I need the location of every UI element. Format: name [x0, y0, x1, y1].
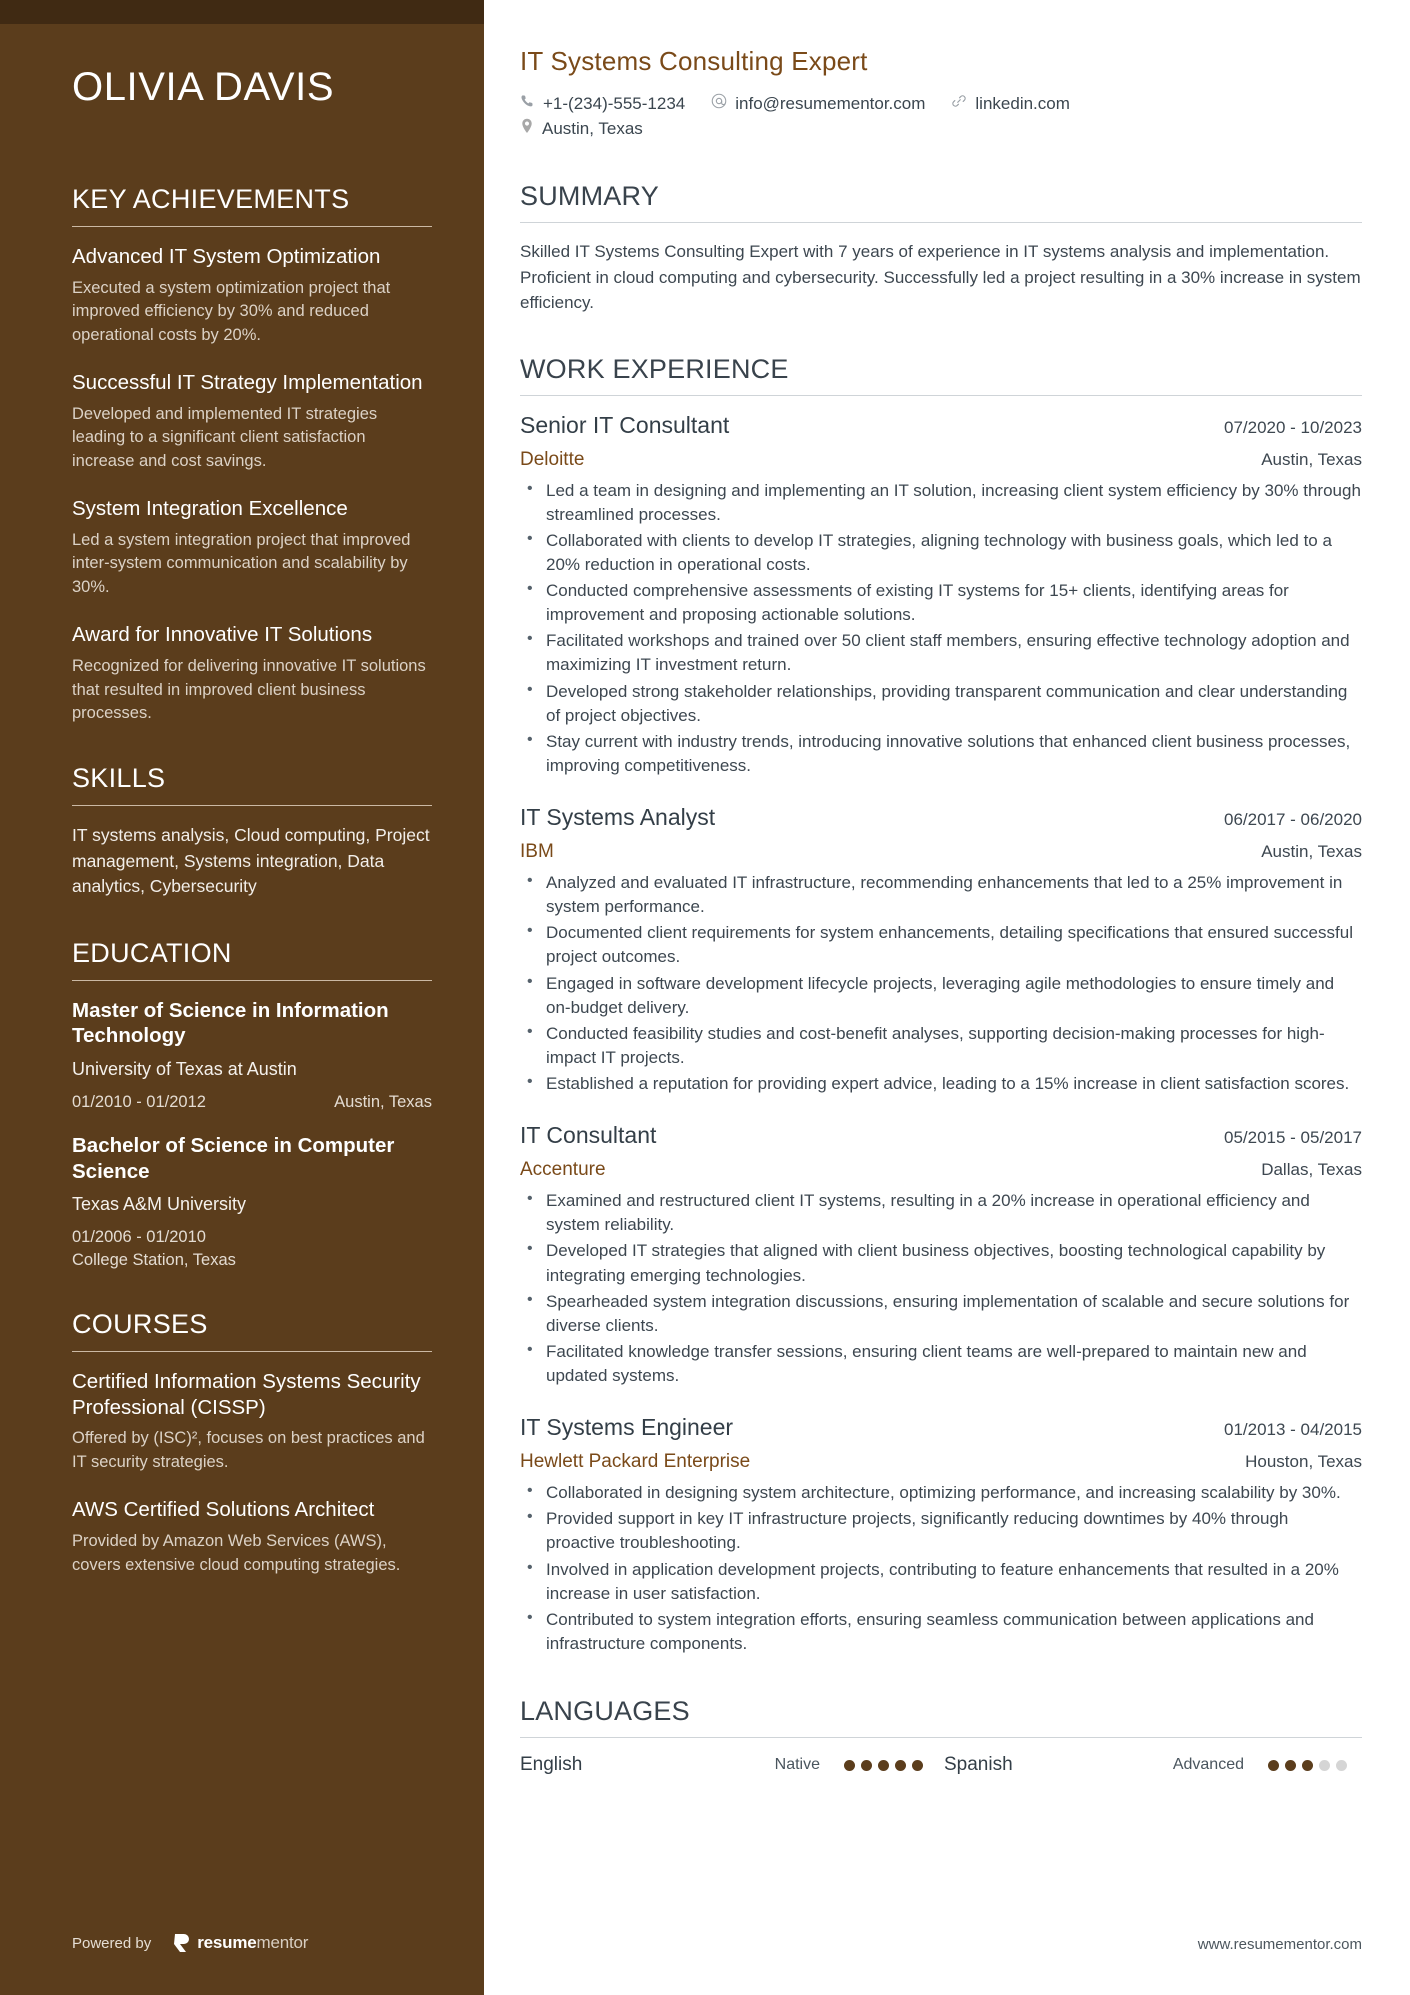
powered-by-label: Powered by [72, 1934, 152, 1952]
experience-company: IBM [520, 841, 554, 862]
section-summary [520, 181, 1362, 316]
section-courses [72, 1309, 432, 1577]
education-item [72, 1133, 432, 1271]
achievement-title: System Integration Excellence [72, 497, 348, 521]
contact-link[interactable] [951, 93, 1070, 114]
education-location: Austin, Texas [334, 1092, 432, 1111]
main-footer [520, 1936, 1362, 1995]
divider [72, 226, 432, 227]
bullet-item: • Spearheaded system integration discussions, ensuring implementation of scalable and secure solutions for diverse clients. [520, 1290, 1362, 1338]
language-rating-dots [844, 1760, 928, 1771]
contact-location-value: Austin, Texas [542, 118, 643, 138]
bullet-item: • Examined and restructured client IT systems, resulting in a 20% increase in operational efficiency and system reliability. [520, 1189, 1362, 1237]
experience-header [520, 1414, 1362, 1441]
contact-email[interactable] [711, 93, 925, 114]
language-level: Native [774, 1756, 820, 1773]
experience-item [520, 1122, 1362, 1388]
experience-bullets [520, 1189, 1362, 1388]
contact-phone-value: +1-(234)-555-1234 [543, 93, 686, 113]
summary-text: Skilled IT Systems Consulting Expert with 7 years of experience in IT systems analysis and implementation. Proficient in cloud computing and cybersecurity. Successfully led a project resulting in a 30% increase in system efficiency. [520, 242, 1361, 312]
bullet-item: • Established a reputation for providing expert advice, leading to a 15% increase in client satisfaction scores. [520, 1072, 1362, 1096]
experience-company: Hewlett Packard Enterprise [520, 1451, 751, 1473]
divider [520, 395, 1362, 396]
experience-role: IT Systems Analyst [520, 804, 716, 830]
experience-company: Deloitte [520, 448, 585, 470]
experience-location: Houston, Texas [1245, 1452, 1362, 1472]
course-title: Certified Information Systems Security Professional (CISSP) [72, 1369, 421, 1419]
experience-item [520, 1414, 1362, 1656]
experience-bullets [520, 479, 1362, 779]
bullet-item: • Collaborated in designing system architecture, optimizing performance, and increasing scalability by 30%. [520, 1481, 1362, 1505]
achievement-item [72, 370, 432, 473]
rating-dot-filled [861, 1760, 872, 1771]
divider [72, 805, 432, 806]
contact-row-primary [520, 93, 1362, 114]
course-item [72, 1497, 432, 1577]
experience-bullets [520, 1481, 1362, 1656]
experience-subheader [520, 1159, 1362, 1181]
skills-list: IT systems analysis, Cloud computing, Project management, Systems integration, Data analytics, Cybersecurity [72, 825, 430, 897]
rating-dot-filled [878, 1760, 889, 1771]
achievement-item [72, 622, 432, 725]
divider [72, 980, 432, 981]
achievement-description: Developed and implemented IT strategies leading to a significant client satisfaction increase and cost savings. [72, 404, 378, 470]
languages-heading: LANGUAGES [520, 1696, 690, 1726]
education-dates: 01/2010 - 01/2012 [72, 1092, 206, 1111]
language-name: Spanish [944, 1754, 1013, 1775]
achievement-title: Award for Innovative IT Solutions [72, 623, 373, 647]
sidebar-top-accent-bar [0, 0, 484, 24]
education-meta [72, 1091, 432, 1113]
bullet-item: • Contributed to system integration efforts, ensuring seamless communication between applications and infrastructure components. [520, 1608, 1362, 1656]
achievement-item [72, 496, 432, 599]
summary-heading: SUMMARY [520, 181, 659, 211]
language-name: English [520, 1754, 583, 1775]
footer-url: www.resumementor.com [1197, 1936, 1362, 1953]
email-icon [711, 93, 727, 114]
section-key-achievements [72, 184, 432, 725]
candidate-name: OLIVIA DAVIS [72, 65, 335, 109]
achievement-description: Executed a system optimization project that improved efficiency by 30% and reduced operational costs by 20%. [72, 278, 391, 344]
education-degree: Bachelor of Science in Computer Science [72, 1134, 395, 1183]
rating-dot-filled [912, 1760, 923, 1771]
experience-role: IT Consultant [520, 1122, 657, 1149]
experience-item [520, 804, 1362, 1096]
experience-bullets [520, 871, 1362, 1096]
achievement-description: Recognized for delivering innovative IT solutions that resulted in improved client business processes. [72, 657, 426, 722]
rating-dot-filled [1285, 1760, 1296, 1771]
language-level: Advanced [1172, 1756, 1244, 1773]
bullet-item: • Conducted feasibility studies and cost-benefit analyses, supporting decision-making processes for high-impact IT projects. [520, 1022, 1362, 1070]
education-dates: 01/2006 - 01/2010 [72, 1228, 206, 1247]
experience-header [520, 1122, 1362, 1149]
courses-heading: COURSES [72, 1308, 208, 1339]
course-description: Provided by Amazon Web Services (AWS), covers extensive cloud computing strategies. [72, 1532, 401, 1574]
skills-heading: SKILLS [72, 763, 166, 794]
education-location: College Station, Texas [72, 1250, 236, 1269]
bullet-item: • Led a team in designing and implementing an IT solution, increasing client system efficiency by 30% through streamlined processes. [520, 479, 1362, 527]
rating-dot-filled [844, 1760, 855, 1771]
education-heading: EDUCATION [72, 937, 232, 968]
section-languages [520, 1696, 1362, 1776]
main-content [484, 0, 1410, 1995]
bullet-item: • Stay current with industry trends, introducing innovative solutions that enhanced client business processes, improving competitiveness. [520, 730, 1362, 778]
achievement-title: Successful IT Strategy Implementation [72, 371, 423, 395]
contact-phone[interactable] [520, 94, 685, 114]
experience-role: IT Systems Engineer [520, 1414, 734, 1441]
divider [72, 1351, 432, 1352]
section-education [72, 938, 432, 1271]
course-description: Offered by (ISC)², focuses on best practices and IT security strategies. [72, 1429, 425, 1471]
experience-role: Senior IT Consultant [520, 411, 730, 438]
logo-bold-part: resume [197, 1933, 257, 1952]
link-icon [951, 93, 967, 114]
bullet-item: • Facilitated knowledge transfer sessions, ensuring client teams are well-prepared to maintain new and updated systems. [520, 1340, 1362, 1388]
logo-light-part: mentor [256, 1933, 309, 1952]
bullet-item: • Collaborated with clients to develop IT strategies, aligning technology with business goals, which led to a 20% reduction in operational costs. [520, 529, 1362, 577]
rating-dot-empty [1336, 1760, 1347, 1771]
contact-location [520, 118, 643, 139]
experience-subheader [520, 1451, 1362, 1473]
bullet-item: • Documented client requirements for system enhancements, detailing specifications that ensured successful project outcomes. [520, 921, 1362, 969]
rating-dot-empty [1319, 1760, 1330, 1771]
experience-subheader [520, 841, 1362, 863]
achievement-item [72, 244, 432, 347]
education-item [72, 998, 432, 1114]
contact-row-secondary [520, 118, 1362, 139]
location-icon [520, 118, 534, 139]
bullet-item: • Analyzed and evaluated IT infrastructure, recommending enhancements that led to a 25% improvement in system performance. [520, 871, 1362, 919]
rating-dot-filled [1268, 1760, 1279, 1771]
experience-location: Austin, Texas [1261, 842, 1362, 861]
resumementor-logo [173, 1933, 308, 1953]
languages-row [520, 1754, 1362, 1776]
education-degree: Master of Science in Information Technology [72, 998, 389, 1048]
section-skills [72, 763, 432, 899]
resumementor-logo-icon [173, 1933, 190, 1953]
key-achievements-heading: KEY ACHIEVEMENTS [72, 184, 350, 214]
experience-item [520, 412, 1362, 779]
bullet-item: • Facilitated workshops and trained over 50 client staff members, ensuring effective technology adoption and maximizing IT investment return. [520, 629, 1362, 677]
achievement-title: Advanced IT System Optimization [72, 245, 381, 268]
bullet-item: • Developed strong stakeholder relationships, providing transparent communication and clear understanding of project objectives. [520, 680, 1362, 728]
bullet-item: • Developed IT strategies that aligned with client business objectives, boosting technological capability by integrating emerging technologies. [520, 1239, 1362, 1287]
experience-header [520, 804, 1362, 831]
contact-link-value: linkedin.com [975, 93, 1070, 113]
language-rating-dots [1268, 1760, 1347, 1771]
achievement-description: Led a system integration project that improved inter-system communication and scalability by 30%. [72, 531, 411, 596]
experience-dates: 05/2015 - 05/2017 [1223, 1128, 1362, 1148]
course-title: AWS Certified Solutions Architect [72, 1498, 375, 1522]
resumementor-logo-text [197, 1933, 308, 1953]
experience-subheader [520, 449, 1362, 471]
section-work-experience [520, 354, 1362, 1659]
phone-icon [520, 94, 535, 114]
bullet-item: • Conducted comprehensive assessments of existing IT systems for 15+ clients, identifying areas for improvement and proposing actionable solutions. [520, 579, 1362, 627]
bullet-item: • Engaged in software development lifecycle projects, leveraging agile methodologies to ensure timely and on-budget delivery. [520, 972, 1362, 1020]
experience-header [520, 412, 1362, 439]
education-school: Texas A&M University [72, 1194, 247, 1215]
education-school: University of Texas at Austin [72, 1058, 297, 1079]
experience-location: Austin, Texas [1261, 449, 1362, 469]
divider [520, 222, 1362, 223]
work-experience-heading: WORK EXPERIENCE [520, 353, 789, 384]
experience-dates: 06/2017 - 06/2020 [1223, 810, 1362, 829]
contact-email-value: info@resumementor.com [735, 93, 926, 113]
experience-dates: 07/2020 - 10/2023 [1223, 417, 1362, 437]
headline-title: IT Systems Consulting Expert [520, 46, 868, 76]
bullet-item: • Involved in application development projects, contributing to feature enhancements that resulted in a 20% increase in user satisfaction. [520, 1558, 1362, 1606]
rating-dot-filled [1302, 1760, 1313, 1771]
education-meta [72, 1226, 432, 1271]
course-item [72, 1369, 432, 1475]
sidebar [0, 0, 484, 1995]
experience-dates: 01/2013 - 04/2015 [1223, 1420, 1362, 1440]
experience-location: Dallas, Texas [1261, 1160, 1362, 1180]
bullet-item: • Provided support in key IT infrastructure projects, significantly reducing downtimes by 40% through proactive troubleshooting. [520, 1507, 1362, 1555]
rating-dot-filled [895, 1760, 906, 1771]
divider [520, 1737, 1362, 1738]
sidebar-footer [72, 1933, 432, 1995]
experience-company: Accenture [520, 1159, 606, 1181]
